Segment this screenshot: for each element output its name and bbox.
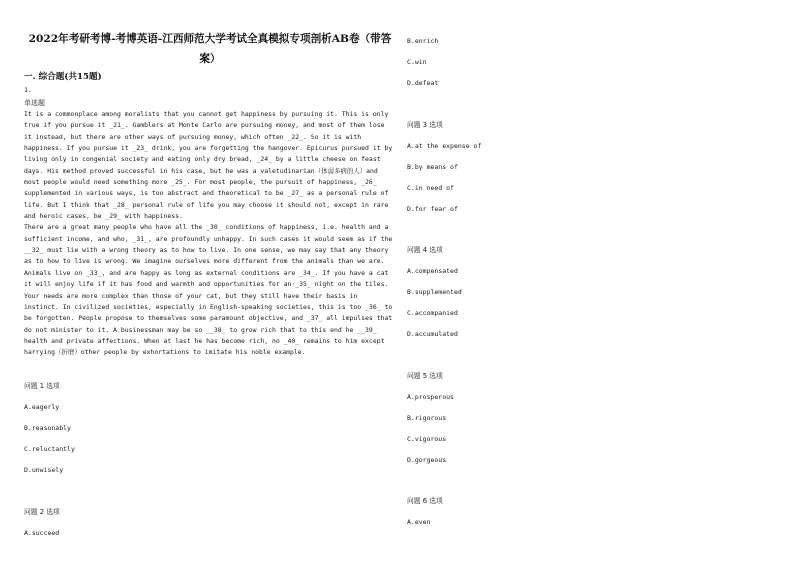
question-4-options (407, 244, 462, 351)
option-5c[interactable]: C.vigorous (407, 435, 447, 443)
passage-paragraph-2: There are a great many people who have all the _30_ conditions of happiness, i.e. health and a sufficient income, and who, _31_, are profoundly unhappy. In such cases it would seem as if the __32_ must lie with a wrong theory as to how to live. In one sense, we may say that any theory as to how to live is wrong. We imagine ourselves more different from the animals than we are. Animals live on _33_, and are happy as long as external conditions are _34_. If you have a cat it will enjoy life if it has food and warmth and opportunities for an·_35_ night on the tiles. Your needs are more complex than those of your cat, but they still have their basis in instinct. In civilized societies, especially in English-speaking societies, this is too _36_ to be forgotten. People propose to themselves some paramount objective, and _37_ all impulses that do not minister to it. A businessman may be so __38_ to grow rich that to this end he __39_ health and private affections. When at last he has become rich, no _40_ remains to him except harrying（折磨）other people by exhortations to imitate his noble example. (24, 223, 393, 357)
option-1a[interactable]: A.eagerly (24, 403, 60, 411)
question-3-header: 问题 3 选项 (407, 121, 443, 129)
question-1-options (24, 380, 75, 487)
question-number: 1. (24, 86, 32, 94)
document-title: 2022年考研考博-考博英语-江西师范大学考试全真模拟专项剖析AB卷（带答案） (28, 33, 392, 65)
option-4b[interactable]: B.supplemented (407, 288, 462, 296)
option-5b[interactable]: B.rigorous (407, 414, 447, 422)
section-heading: 一. 综合题(共15题) (24, 72, 102, 82)
option-2a[interactable]: A.succeed (24, 529, 60, 537)
option-3c[interactable]: C.in need of (407, 184, 454, 192)
option-4c[interactable]: C.accompanied (407, 309, 458, 317)
option-3a[interactable]: A.at the expense of (407, 142, 482, 150)
question-6-options (407, 495, 443, 539)
question-2-options (24, 506, 60, 550)
question-5-options (407, 370, 454, 477)
option-1d[interactable]: D.unwisely (24, 466, 64, 474)
option-3b[interactable]: B.by means of (407, 163, 458, 171)
reading-passage (24, 109, 396, 359)
option-5d[interactable]: D.gorgeous (407, 456, 447, 464)
option-4d[interactable]: D.accumulated (407, 330, 458, 338)
question-3-options (407, 119, 481, 226)
option-2c[interactable]: C.win (407, 58, 427, 66)
option-2d[interactable]: D.defeat (407, 79, 439, 87)
option-5a[interactable]: A.prosperous (407, 393, 454, 401)
question-1-header: 问题 1 选项 (24, 382, 60, 390)
option-2b[interactable]: B.enrich (407, 37, 439, 45)
option-6a[interactable]: A.even (407, 518, 431, 526)
question-5-header: 问题 5 选项 (407, 372, 443, 380)
question-4-header: 问题 4 选项 (407, 246, 443, 254)
question-2-header: 问题 2 选项 (24, 508, 60, 516)
passage-paragraph-1: It is a commonplace among moralists that you cannot get happiness by pursuing it. This is only true if you pursue it _21_. Gamblers at Monte Carlo are pursuing money, and most of them lose it instead, but there are other ways of pursuing money, which often _22_. So it is with happiness. If you pursue it _23_ drink, you are forgetting the hangover. Epicurus pursued it by living only in congenial society and eating only dry bread, _24_ by a little cheese on feast days. His method proved successful in his case, but he was a valetudinarian（体弱多病的人）and most people would need something more _25_. For most people, the pursuit of happiness, _26_ supplemented in various ways, is too abstract and theoretical to be _27_ as a personal rule of life. But I think that _28_ personal rule of life you may choose it should not, except in rare and heroic cases, be _29_ with happiness. (24, 110, 393, 221)
question-type: 单选题 (24, 99, 45, 107)
question-6-header: 问题 6 选项 (407, 497, 443, 505)
option-1b[interactable]: B.reasonably (24, 424, 71, 432)
option-3d[interactable]: D.for fear of (407, 205, 458, 213)
option-1c[interactable]: C.reluctantly (24, 445, 75, 453)
option-4a[interactable]: A.compensated (407, 267, 458, 275)
